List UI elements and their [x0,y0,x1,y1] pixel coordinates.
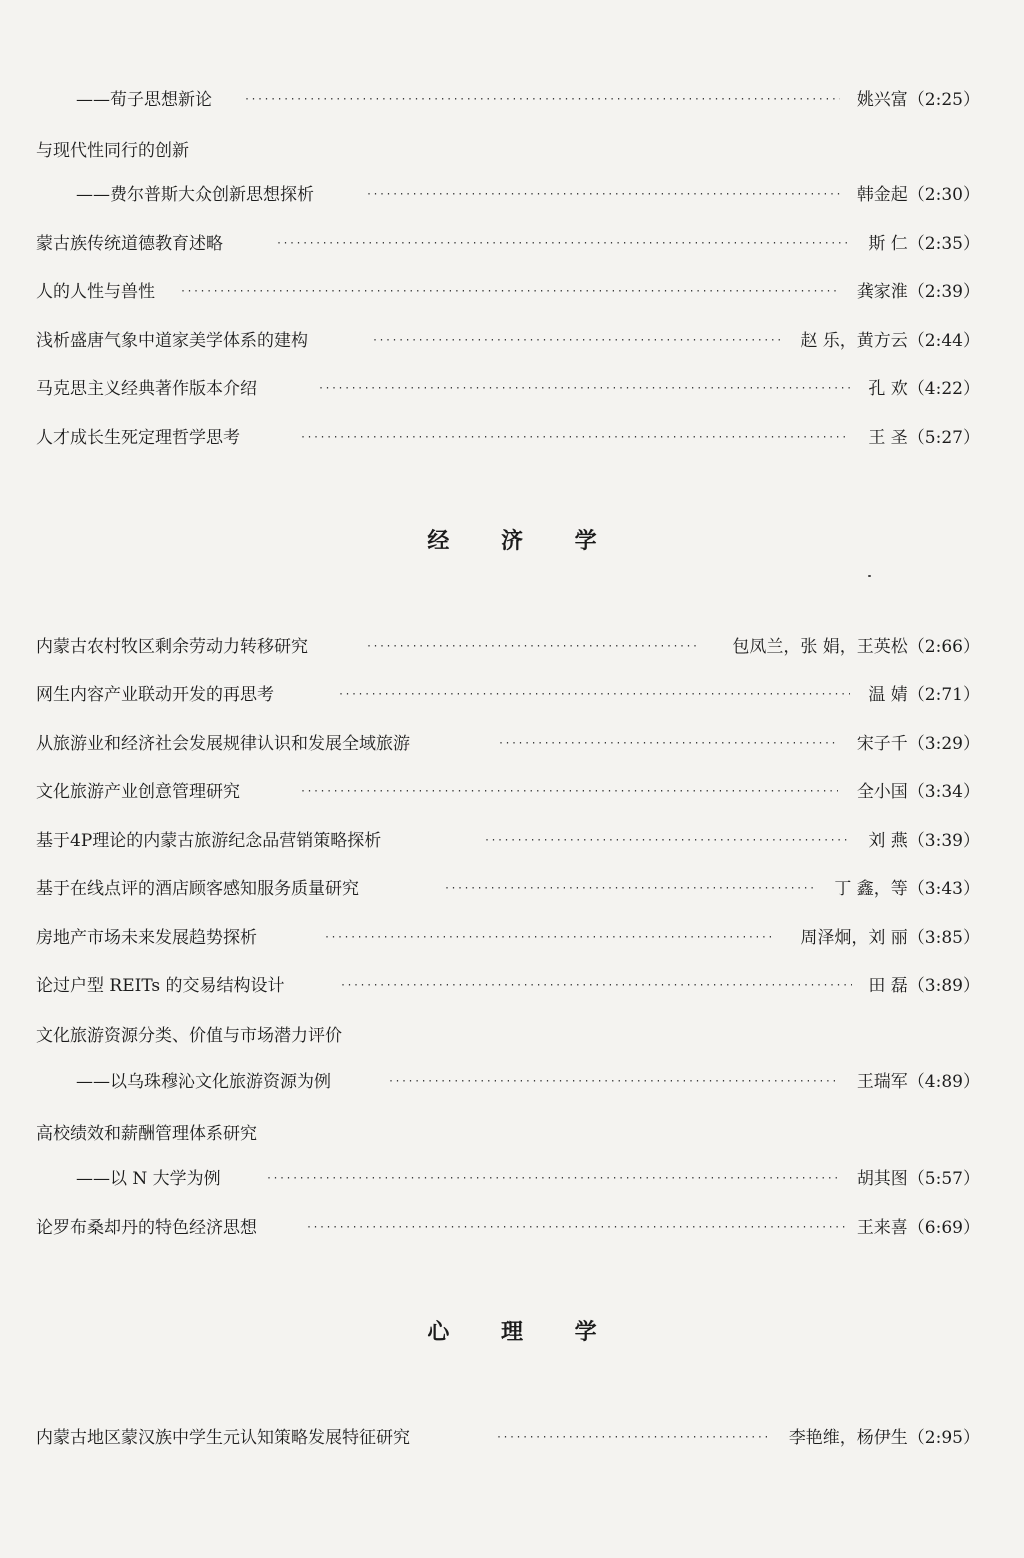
entry-title: 高校绩效和薪酬管理体系研究 [36,1124,257,1144]
toc-entry [0,972,1024,1000]
dot-leader [306,1214,846,1242]
entry-author-page: 王 圣（5:27） [868,428,980,448]
dot-leader [366,181,840,209]
entry-title: 人的人性与兽性 [36,282,155,302]
entry-author-page: 王瑞军（4:89） [856,1072,980,1092]
toc-entry [0,1424,1024,1452]
entry-title: 文化旅游产业创意管理研究 [36,782,240,802]
toc-entry [0,1068,1024,1096]
toc-entry [0,424,1024,452]
toc-entry [0,181,1024,209]
entry-author-page: 丁 鑫，等（3:43） [834,879,980,899]
dot-leader [244,86,840,114]
toc-entry [0,827,1024,855]
entry-title: 论罗布桑却丹的特色经济思想 [36,1218,257,1238]
entry-author-page: 姚兴富（2:25） [856,90,980,110]
entry-author-page: 王来喜（6:69） [856,1218,980,1238]
dot-leader [324,924,776,952]
entry-title: ——以 N 大学为例 [76,1169,221,1189]
dot-leader [498,730,838,758]
entry-author-page: 韩金起（2:30） [856,185,980,205]
dot-leader [300,778,838,806]
toc-entry [0,375,1024,403]
entry-author-page: 包凤兰，张 娟，王英松（2:66） [732,637,980,657]
entry-author-page: 李艳维，杨伊生（2:95） [788,1428,980,1448]
dot-leader [484,827,850,855]
toc-entry [0,1165,1024,1193]
dot-leader [372,327,780,355]
dot-leader [276,230,848,258]
dot-leader [180,278,836,306]
dot-leader [366,633,698,661]
entry-author-page: 周泽炯，刘 丽（3:85） [800,928,980,948]
toc-entry [0,681,1024,709]
dot-leader [444,875,818,903]
entry-title: 基于4P理论的内蒙古旅游纪念品营销策略探析 [36,831,382,851]
scan-speck [868,575,871,577]
entry-title: 网生内容产业联动开发的再思考 [36,685,274,705]
entry-author-page: 孔 欢（4:22） [868,379,980,399]
toc-entry [0,278,1024,306]
entry-title: ——费尔普斯大众创新思想探析 [76,185,314,205]
toc-entry [0,924,1024,952]
dot-leader [388,1068,836,1096]
dot-leader [266,1165,838,1193]
dot-leader [338,681,850,709]
entry-author-page: 赵 乐，黄方云（2:44） [800,331,980,351]
entry-author-page: 胡其图（5:57） [856,1169,980,1189]
entry-title: 人才成长生死定理哲学思考 [36,428,240,448]
entry-title: 房地产市场未来发展趋势探析 [36,928,257,948]
toc-entry [0,86,1024,114]
entry-author-page: 斯 仁（2:35） [868,234,980,254]
entry-title: 内蒙古地区蒙汉族中学生元认知策略发展特征研究 [36,1428,410,1448]
toc-entry [0,633,1024,661]
entry-title: 浅析盛唐气象中道家美学体系的建构 [36,331,308,351]
entry-author-page: 龚家淮（2:39） [856,282,980,302]
toc-entry [0,730,1024,758]
entry-title: 文化旅游资源分类、价值与市场潜力评价 [36,1026,342,1046]
entry-title: ——荀子思想新论 [76,90,212,110]
toc-entry [0,230,1024,258]
entry-author-page: 宋子千（3:29） [856,734,980,754]
entry-author-page: 刘 燕（3:39） [868,831,980,851]
entry-title: 内蒙古农村牧区剩余劳动力转移研究 [36,637,308,657]
toc-entry [0,1022,1024,1050]
toc-entry [0,327,1024,355]
section-heading-economics: 经 济 学 [427,529,619,554]
toc-entry [0,1120,1024,1148]
entry-title: ——以乌珠穆沁文化旅游资源为例 [76,1072,331,1092]
entry-title: 基于在线点评的酒店顾客感知服务质量研究 [36,879,359,899]
toc-entry [0,1214,1024,1242]
section-heading-psychology: 心 理 学 [427,1320,619,1345]
entry-title: 论过户型 REITs 的交易结构设计 [36,976,285,996]
dot-leader [300,424,850,452]
entry-author-page: 温 婧（2:71） [868,685,980,705]
dot-leader [340,972,852,1000]
entry-author-page: 全小国（3:34） [856,782,980,802]
toc-entry [0,778,1024,806]
toc-entry [0,875,1024,903]
dot-leader [318,375,850,403]
entry-title: 马克思主义经典著作版本介绍 [36,379,257,399]
entry-title: 与现代性同行的创新 [36,141,189,161]
dot-leader [496,1424,768,1452]
entry-title: 蒙古族传统道德教育述略 [36,234,223,254]
entry-title: 从旅游业和经济社会发展规律认识和发展全域旅游 [36,734,410,754]
entry-author-page: 田 磊（3:89） [868,976,980,996]
toc-entry [0,137,1024,165]
